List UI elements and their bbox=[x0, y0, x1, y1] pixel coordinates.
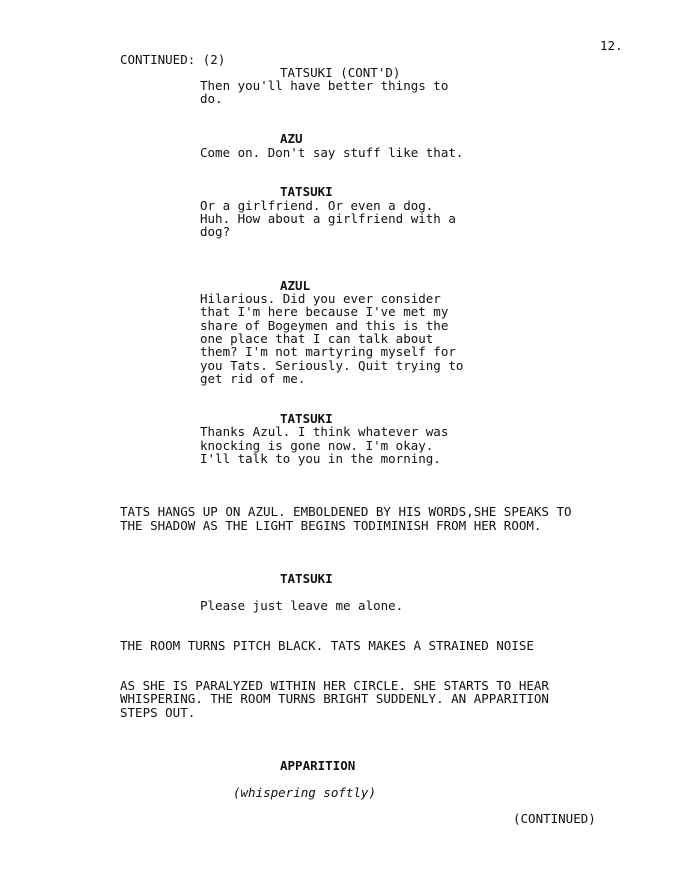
action-line: WHISPERING. THE ROOM TURNS BRIGHT SUDDENLY. AN APPARITION bbox=[120, 691, 549, 706]
action-line: AS SHE IS PARALYZED WITHIN HER CIRCLE. SHE STARTS TO HEAR bbox=[120, 678, 549, 693]
dialogue-line: Then you'll have better things to bbox=[200, 78, 449, 93]
dialogue-line: Thanks Azul. I think whatever was bbox=[200, 424, 449, 439]
character-name: TATSUKI bbox=[280, 184, 333, 199]
character-name: TATSUKI bbox=[280, 411, 333, 426]
dialogue-line: Huh. How about a girlfriend with a bbox=[200, 211, 456, 226]
character-name: TATSUKI bbox=[280, 571, 333, 586]
dialogue-line: Please just leave me alone. bbox=[200, 598, 404, 613]
character-name: AZUL bbox=[280, 278, 311, 293]
dialogue-line: share of Bogeymen and this is the bbox=[200, 318, 449, 333]
dialogue-line: Or a girlfriend. Or even a dog. bbox=[200, 198, 434, 213]
action-line: STEPS OUT. bbox=[120, 705, 196, 720]
dialogue-line: get rid of me. bbox=[200, 371, 306, 386]
character-name: AZU bbox=[280, 131, 303, 146]
character-name: APPARITION bbox=[280, 758, 356, 773]
dialogue-line: Come on. Don't say stuff like that. bbox=[200, 145, 464, 160]
dialogue-line: Hilarious. Did you ever consider bbox=[200, 291, 441, 306]
dialogue-line: I'll talk to you in the morning. bbox=[200, 451, 441, 466]
action-line: THE SHADOW AS THE LIGHT BEGINS TODIMINISH FROM HER ROOM. bbox=[120, 518, 542, 533]
dialogue-line: dog? bbox=[200, 224, 231, 239]
action-line: THE ROOM TURNS PITCH BLACK. TATS MAKES A STRAINED NOISE bbox=[120, 638, 534, 653]
continued-footer: (CONTINUED) bbox=[513, 811, 596, 826]
parenthetical: (whispering softly) bbox=[233, 785, 376, 800]
character-name: TATSUKI (CONT'D) bbox=[280, 65, 401, 80]
dialogue-line: knocking is gone now. I'm okay. bbox=[200, 438, 434, 453]
continued-header: CONTINUED: (2) bbox=[120, 52, 226, 67]
dialogue-line: them? I'm not martyring myself for bbox=[200, 344, 456, 359]
dialogue-line: you Tats. Seriously. Quit trying to bbox=[200, 358, 464, 373]
dialogue-line: do. bbox=[200, 91, 223, 106]
action-line: TATS HANGS UP ON AZUL. EMBOLDENED BY HIS WORDS,SHE SPEAKS TO bbox=[120, 504, 572, 519]
dialogue-line: that I'm here because I've met my bbox=[200, 304, 449, 319]
page-number: 12. bbox=[600, 38, 623, 53]
dialogue-line: one place that I can talk about bbox=[200, 331, 434, 346]
